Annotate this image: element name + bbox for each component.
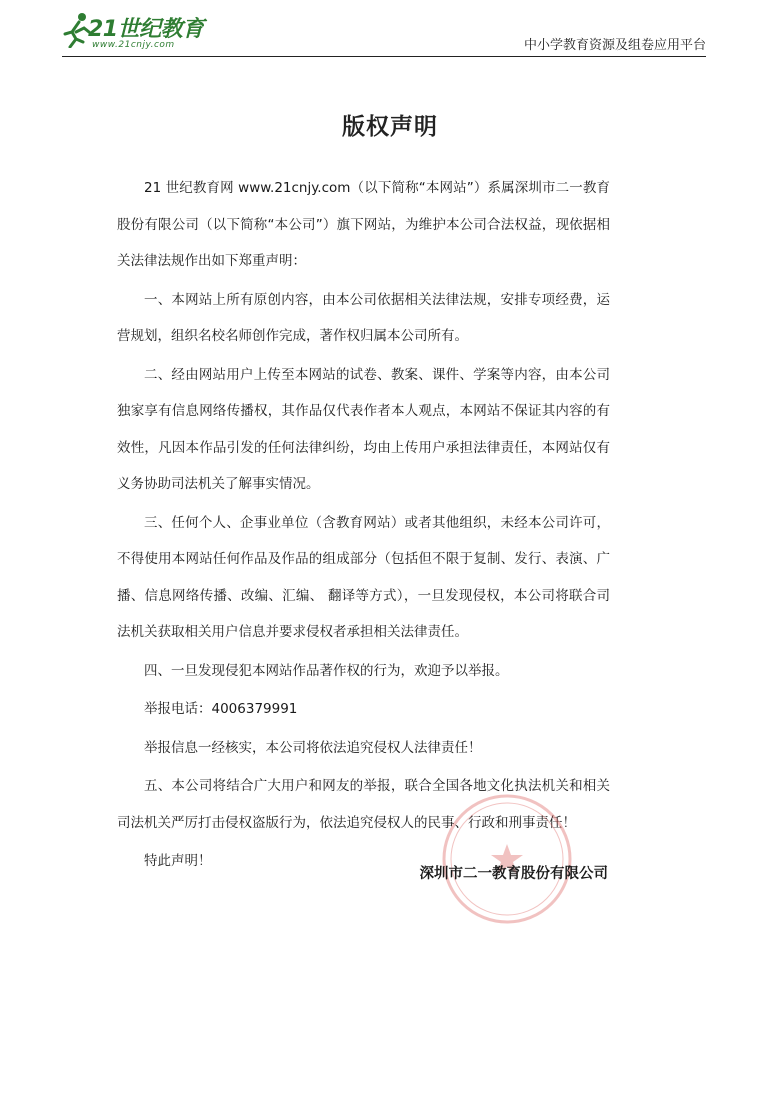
page-title: 版权声明 [342,114,438,140]
report-phone: 举报电话：4006379991 [144,701,298,717]
paragraph-1: 一、本网站上所有原创内容，由本公司依据相关法律法规，安排专项经费，运营规划，组织名校名师创作完成，著作权归属本公司所有。 [117,291,610,344]
paragraph-2: 二、经由网站用户上传至本网站的试卷、教案、课件、学案等内容，由本公司独家享有信息网络传播权，其作品仅代表作者本人观点，本网站不保证其内容的有效性，凡因本作品引发的任何法律纠纷，均由上传用户承担法律责任，本网站仅有义务协助司法机关了解事实情况。 [117,366,610,492]
logo [62,10,222,54]
logo-url: www.21cnjy.com [92,40,175,50]
paragraph-intro: 21 世纪教育网 www.21cnjy.com（以下简称“本网站”）系属深圳市二一教育股份有限公司（以下简称“本公司”）旗下网站，为维护本公司合法权益，现依据相关法律法规作出如下郑重声明： [117,180,610,269]
company-seal-icon [440,792,574,926]
paragraph-3: 三、任何个人、企事业单位（含教育网站）或者其他组织，未经本公司许可，不得使用本网站任何作品及作品的组成部分（包括但不限于复制、发行、表演、广播、信息网络传播、改编、汇编、 翻译等方式），一旦发现侵权，本公司将联合司法机关获取相关用户信息并要求侵权者承担相关法律责任。 [117,514,610,640]
header-tagline: 中小学教育资源及组卷应用平台 [523,38,706,53]
signature: 深圳市二一教育股份有限公司 [419,866,608,882]
report-note: 举报信息一经核实，本公司将依法追究侵权人法律责任！ [144,739,482,756]
logo-text: 21世纪教育 [88,17,204,42]
closing-line: 特此声明！ [144,853,212,869]
paragraph-5: 五、本公司将结合广大用户和网友的举报，联合全国各地文化执法机关和相关司法机关严厉打击侵权盗版行为，依法追究侵权人的民事、行政和刑事责任！ [117,778,610,831]
page-header [62,8,706,57]
paragraph-4: 四、一旦发现侵犯本网站作品著作权的行为，欢迎予以举报。 [144,662,509,679]
statement-body [117,170,610,880]
